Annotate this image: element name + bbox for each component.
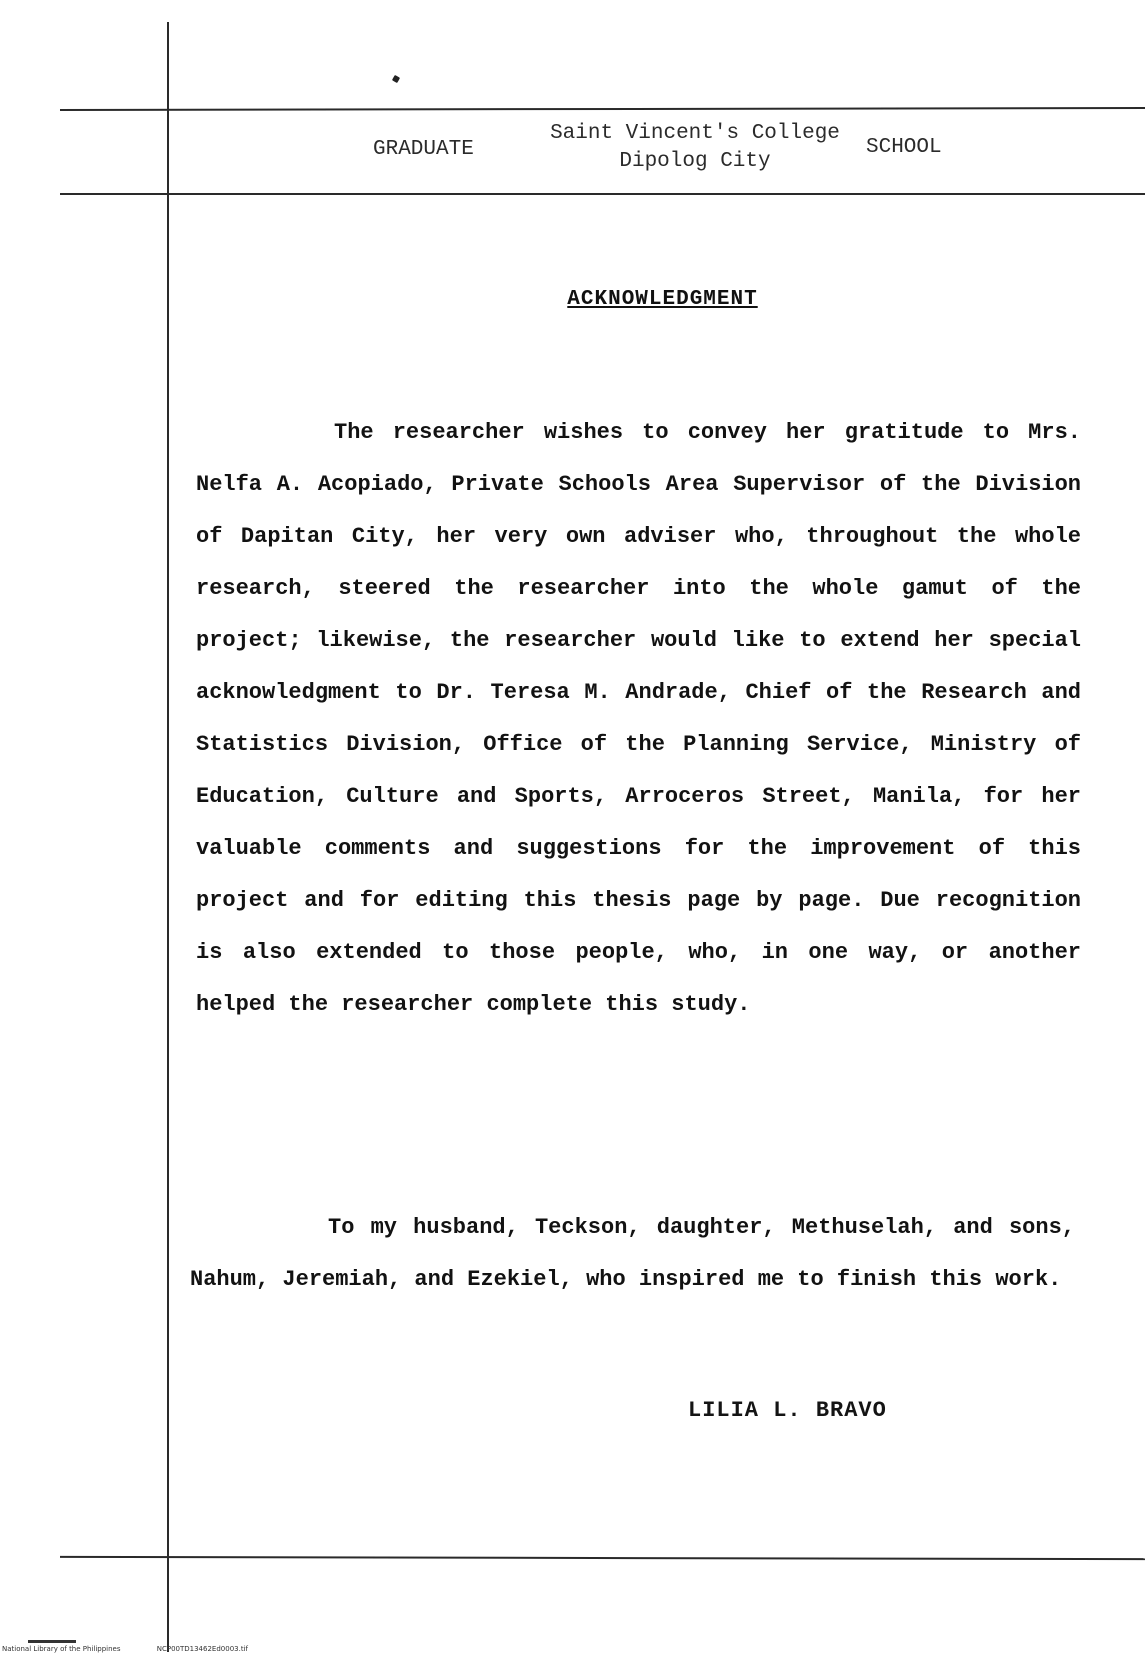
acknowledgment-paragraph-2: To my husband, Teckson, daughter, Methuselah, and sons, Nahum, Jeremiah, and Ezekiel, who inspired me to finish this work. — [190, 1215, 1075, 1292]
footer-rule — [60, 1556, 1145, 1560]
header-city: Dipolog City — [619, 150, 771, 173]
header-right-text: SCHOOL — [866, 136, 942, 159]
header-top-rule — [60, 107, 1145, 111]
footer-mark — [28, 1640, 76, 1643]
page-title: ACKNOWLEDGMENT — [567, 288, 758, 311]
header-college-name: Saint Vincent's College — [550, 122, 840, 145]
scan-footer — [2, 1645, 248, 1653]
acknowledgment-paragraph-1: The researcher wishes to convey her gratitude to Mrs. Nelfa A. Acopiado, Private Schools Area Supervisor of the Division of Dapitan City, her very own adviser who, throughout the whole research, steered the researcher into the whole gamut of the project; likewise, the researcher would like to extend her special acknowledgment to Dr. Teresa M. Andrade, Chief of the Research and Statistics Division, Office of the Planning Service, Ministry of Education, Culture and Sports, Arroceros Street, Manila, for her valuable comments and suggestions for the improvement of this project and for editing this thesis page by page. Due recognition is also extended to those people, who, in one way, or another helped the researcher complete this study. — [196, 420, 1081, 1017]
header-left-text: GRADUATE — [373, 138, 474, 161]
footer-file-code: NCP00TD13462Ed0003.tif — [156, 1645, 248, 1653]
header-bottom-rule — [60, 193, 1145, 195]
ink-speck — [392, 75, 400, 83]
footer-library: National Library of the Philippines — [2, 1645, 121, 1653]
left-margin-line — [167, 22, 169, 1652]
header-institution — [530, 120, 860, 176]
author-signature: LILIA L. BRAVO — [688, 1398, 887, 1423]
